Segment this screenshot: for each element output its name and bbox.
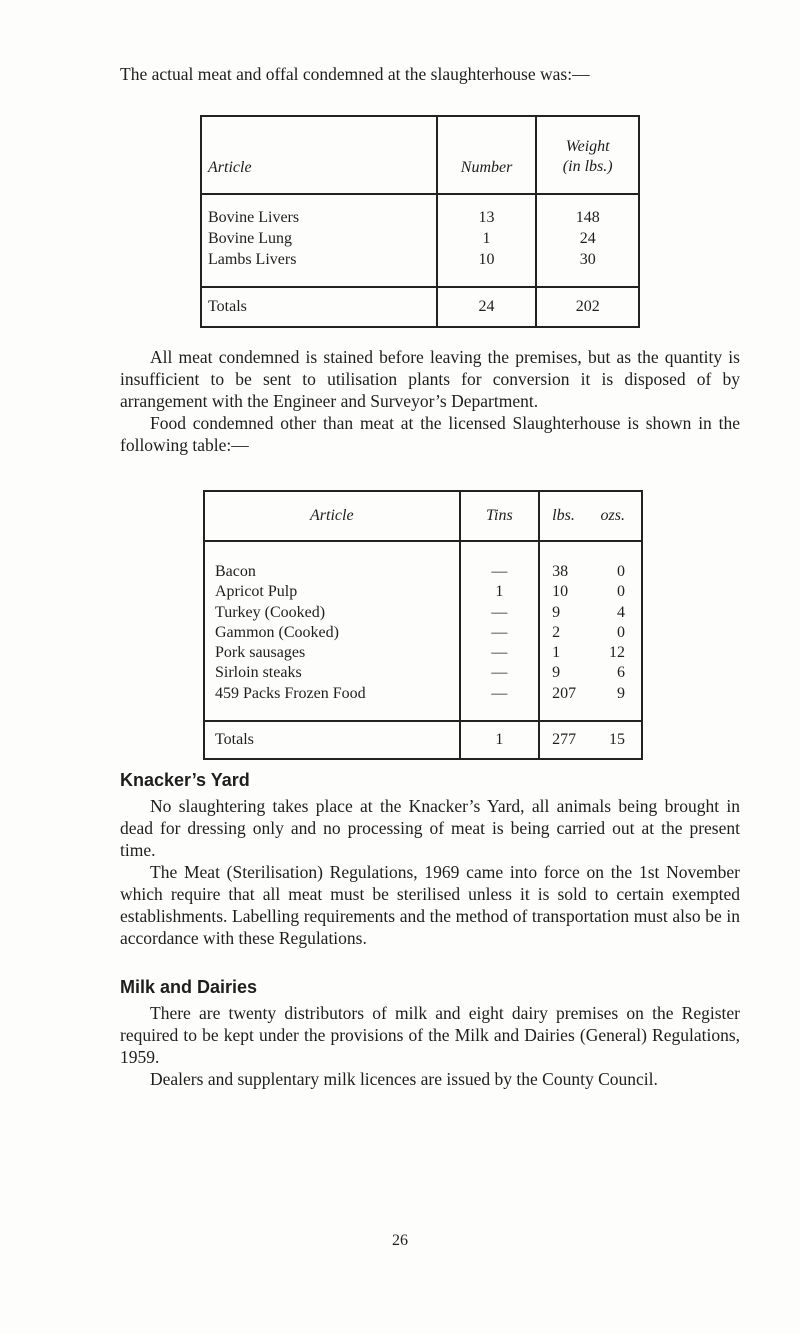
condemned-food-table [203,490,643,760]
row-article: Pork sausages [215,644,306,662]
row-lbs: 9 [552,664,561,682]
paragraph-milk-1: There are twenty distributors of milk and eight dairy premises on the Register required to be kept under the provisions of the Milk and Dairies (General) Regulations, 1959. [120,1003,740,1067]
row-ozs: 12 [609,644,625,662]
condemned-meat-table [200,115,640,328]
row-tins: — [491,644,508,662]
totals-label: Totals [204,721,460,759]
row-tins: — [491,664,508,682]
paragraph-milk-2: Dealers and supplentary milk licences are issued by the County Council. [150,1069,658,1089]
row-lbs: 38 [552,563,569,580]
paragraph-knacker-1: No slaughtering takes place at the Knacker’s Yard, all animals being brought in dead for dressing only and no processing of meat is being carried out at the present time. [120,796,740,860]
table-header-row [204,491,642,541]
page-number: 26 [392,1232,408,1249]
row-number: 1 [482,230,491,247]
row-number: 13 [478,209,495,226]
table-body [204,541,642,721]
row-ozs: 9 [617,684,625,702]
row-lbs: 9 [552,603,561,621]
header-lbs-ozs [539,491,642,541]
row-ozs: 4 [617,603,625,621]
row-article: Bovine Lung [208,230,292,247]
header-lbs: lbs. [552,507,575,524]
paragraph-knacker-2: The Meat (Sterilisation) Regulations, 1969 came into force on the 1st November which require that all meat must be sterilised unless it is sold to certain exempted establishments. Labelling requirements and the method of transportation must also be in accordance with these Regulations. [120,862,740,948]
totals-row [204,721,642,759]
heading-knackers-yard: Knacker’s Yard [120,770,250,790]
row-number: 10 [478,251,495,268]
row-lbs: 2 [552,623,561,641]
paragraph-food-condemned: Food condemned other than meat at the licensed Slaughterhouse is shown in the following table:— [120,413,740,455]
row-tins: — [491,563,508,580]
row-article: Turkey (Cooked) [215,603,326,621]
row-article: Sirloin steaks [215,664,302,682]
row-tins: — [491,603,508,621]
totals-label: Totals [201,287,437,327]
header-weight-line1: Weight [565,138,610,155]
row-tins: 1 [495,583,504,601]
header-weight-line2: (in lbs.) [562,158,613,175]
row-article: Apricot Pulp [215,583,298,601]
totals-number: 24 [437,287,537,327]
row-article: Gammon (Cooked) [215,623,339,641]
row-article: Bovine Livers [208,209,300,226]
paragraph-meat-stained: All meat condemned is stained before leaving the premises, but as the quantity is insufficient to be sent to utilisation plants for conversion it is disposed of by arrangement with the Engineer and Surveyor’s Department. [120,347,740,411]
header-weight [536,116,639,194]
row-lbs: 1 [552,644,561,662]
row-lbs: 10 [552,583,569,601]
table-body [201,194,639,287]
row-weight: 24 [579,230,596,247]
row-weight: 148 [575,209,600,226]
totals-row [201,287,639,327]
header-article: Article [204,491,460,541]
row-tins: — [491,684,508,702]
row-ozs: 0 [617,623,625,641]
row-ozs: 0 [617,563,625,580]
totals-tins: 1 [460,721,540,759]
row-article: Bacon [215,563,256,580]
totals-ozs: 15 [609,731,625,749]
row-ozs: 6 [617,664,625,682]
row-weight: 30 [579,251,596,268]
totals-lbs: 277 [552,731,577,749]
row-ozs: 0 [617,583,625,601]
row-article: 459 Packs Frozen Food [215,684,366,702]
row-tins: — [491,623,508,641]
totals-weight: 202 [536,287,639,327]
intro-text: The actual meat and offal condemned at the slaughterhouse was:— [120,64,590,84]
header-article: Article [201,116,437,194]
header-ozs: ozs. [600,507,625,524]
row-lbs: 207 [552,684,577,702]
header-number: Number [437,116,537,194]
heading-milk-dairies: Milk and Dairies [120,977,258,997]
header-tins: Tins [460,491,540,541]
table-header-row [201,116,639,194]
row-article: Lambs Livers [208,251,297,268]
